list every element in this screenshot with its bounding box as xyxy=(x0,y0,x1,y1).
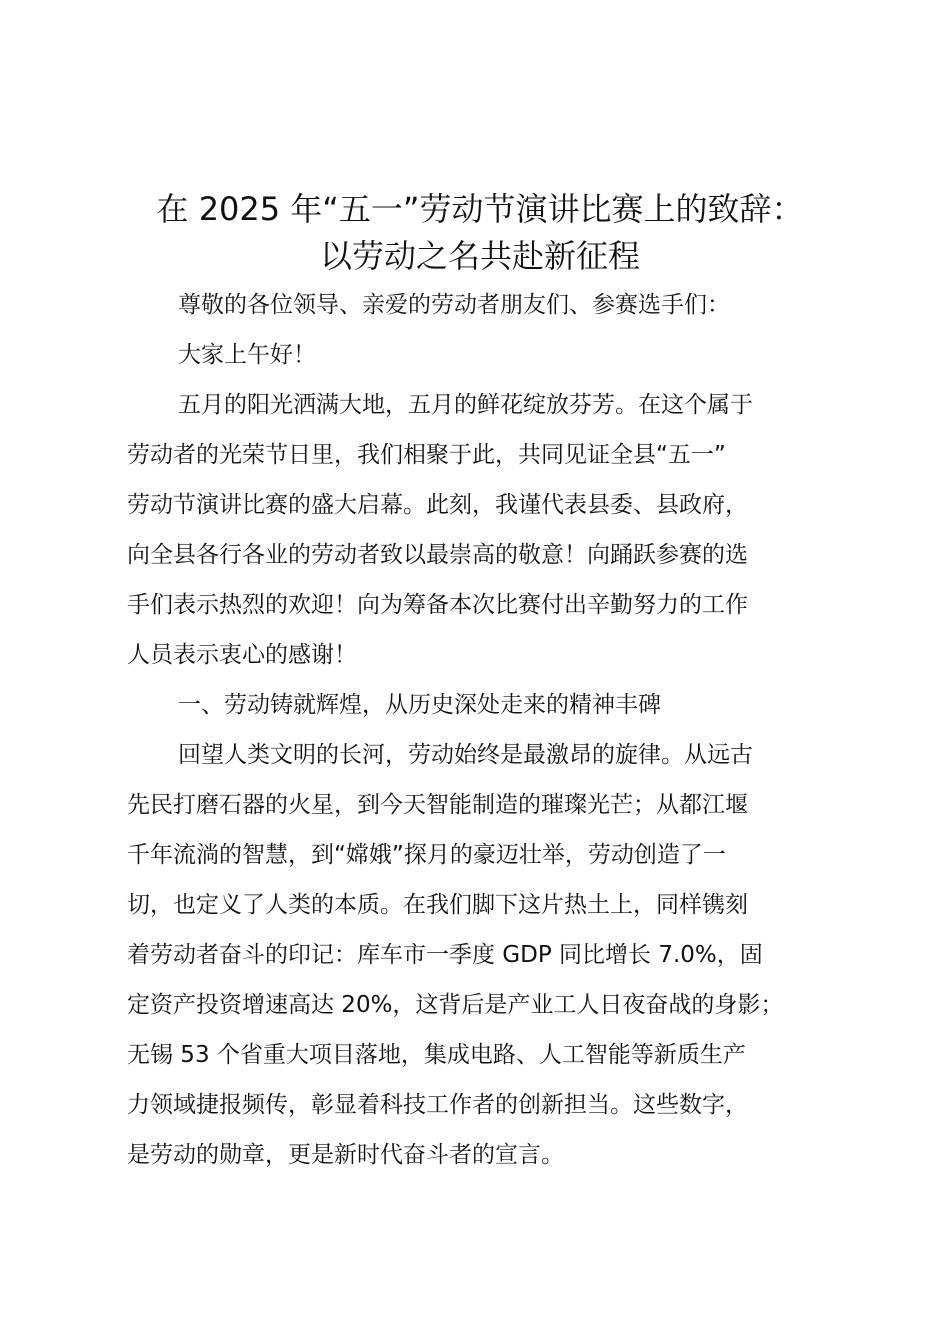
document-title-line-1: 在 2025 年“五一”劳动节演讲比赛上的致辞： xyxy=(156,190,804,228)
paragraph-line: 回望人类文明的长河，劳动始终是最激昂的旋律。从远古 xyxy=(178,742,753,768)
paragraph-line: 劳动节演讲比赛的盛大启幕。此刻，我谨代表县委、县政府， xyxy=(127,492,748,518)
document-title-line-2: 以劳动之名共赴新征程 xyxy=(319,237,640,275)
paragraph-line: 力领域捷报频传，彰显着科技工作者的创新担当。这些数字， xyxy=(127,1092,748,1118)
paragraph-line: 五月的阳光洒满大地，五月的鲜花绽放芬芳。在这个属于 xyxy=(178,392,753,418)
paragraph-line: 手们表示热烈的欢迎！向为筹备本次比赛付出辛勤努力的工作 xyxy=(127,592,748,618)
salutation: 尊敬的各位领导、亲爱的劳动者朋友们、参赛选手们： xyxy=(178,292,730,318)
greeting: 大家上午好！ xyxy=(178,342,316,368)
paragraph-line: 无锡 53 个省重大项目落地，集成电路、人工智能等新质生产 xyxy=(127,1042,746,1068)
paragraph-line: 着劳动者奋斗的印记：库车市一季度 GDP 同比增长 7.0%，固 xyxy=(127,942,763,968)
paragraph-line: 切，也定义了人类的本质。在我们脚下这片热土上，同样镌刻 xyxy=(127,892,748,918)
paragraph-line: 劳动者的光荣节日里，我们相聚于此，共同见证全县“五一” xyxy=(127,442,726,468)
section-heading: 一、劳动铸就辉煌，从历史深处走来的精神丰碑 xyxy=(178,692,661,718)
paragraph-line: 是劳动的勋章，更是新时代奋斗者的宣言。 xyxy=(127,1142,564,1168)
paragraph-line: 定资产投资增速高达 20%，这背后是产业工人日夜奋战的身影； xyxy=(127,992,784,1018)
paragraph-line: 向全县各行各业的劳动者致以最崇高的敬意！向踊跃参赛的选 xyxy=(127,542,748,568)
paragraph-line: 人员表示衷心的感谢！ xyxy=(127,642,357,668)
paragraph-line: 千年流淌的智慧，到“嫦娥”探月的豪迈壮举，劳动创造了一 xyxy=(127,842,726,868)
paragraph-line: 先民打磨石器的火星，到今天智能制造的璀璨光芒；从都江堰 xyxy=(127,792,748,818)
